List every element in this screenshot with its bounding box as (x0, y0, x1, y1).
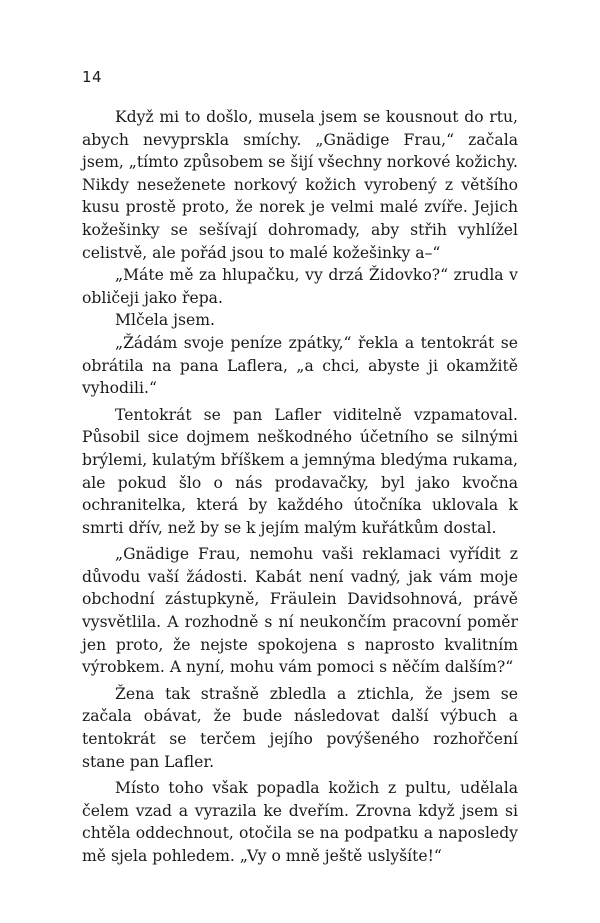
paragraph-7: Žena tak strašně zbledla a ztichla, že jsem se začala obávat, že bude následovat další výbuch a tentokrát se terčem jejího povýšeného rozhořčení stane pan Lafler. (82, 684, 518, 771)
paragraph-5: Tentokrát se pan Lafler viditelně vzpamatoval. Působil sice dojmem neškodného účetního se silnými brýlemi, kulatým bříškem a jemnýma bledýma rukama, ale pokud šlo o nás prodavačky, byl jako kvočna ochranitelka, která by každého útočníka uklovala k smrti dřív, než by se k jejím malým kuřátkům dostal. (82, 405, 518, 537)
paragraph-3: Mlčela jsem. (115, 311, 215, 330)
body-text (82, 106, 518, 868)
paragraph-1: Když mi to došlo, musela jsem se kousnout do rtu, abych nevyprskla smíchy. „Gnädige Frau,“ začala jsem, „tímto způsobem se šijí všechny norkové kožichy. Nikdy neseženete norkový kožich vyrobený z většího kusu prostě proto, že norek je velmi malé zvíře. Jejich kožešinky se sešívají dohromady, aby střih vyhlížel celistvě, ale pořád jsou to malé kožešinky a–“ (82, 108, 518, 262)
paragraph-2: „Máte mě za hlupačku, vy drzá Židovko?“ zrudla v obličeji jako řepa. (82, 266, 518, 307)
paragraph-8: Místo toho však popadla kožich z pultu, udělala čelem vzad a vyrazila ke dveřím. Zrovna když jsem si chtěla oddechnout, otočila se na podpatku a naposledy mě sjela pohledem. „Vy o mně ještě uslyšíte!“ (82, 779, 518, 865)
paragraph-6: „Gnädige Frau, nemohu vaši reklamaci vyřídit z důvodu vaší žádosti. Kabát není vadný, jak vám moje obchodní zástupkyně, Fräulein Davidsohnová, právě vysvětlila. A rozhodně s ní neukončím pracovní poměr jen proto, že nejste spokojena s naprosto kvalitním výrobkem. A nyní, mohu vám pomoci s něčím dalším?“ (82, 545, 518, 677)
paragraph-4: „Žádám svoje peníze zpátky,“ řekla a tentokrát se obrátila na pana Laflera, „a chci, abyste ji okamžitě vyhodili.“ (82, 333, 518, 398)
page-number: 14 (82, 68, 103, 86)
